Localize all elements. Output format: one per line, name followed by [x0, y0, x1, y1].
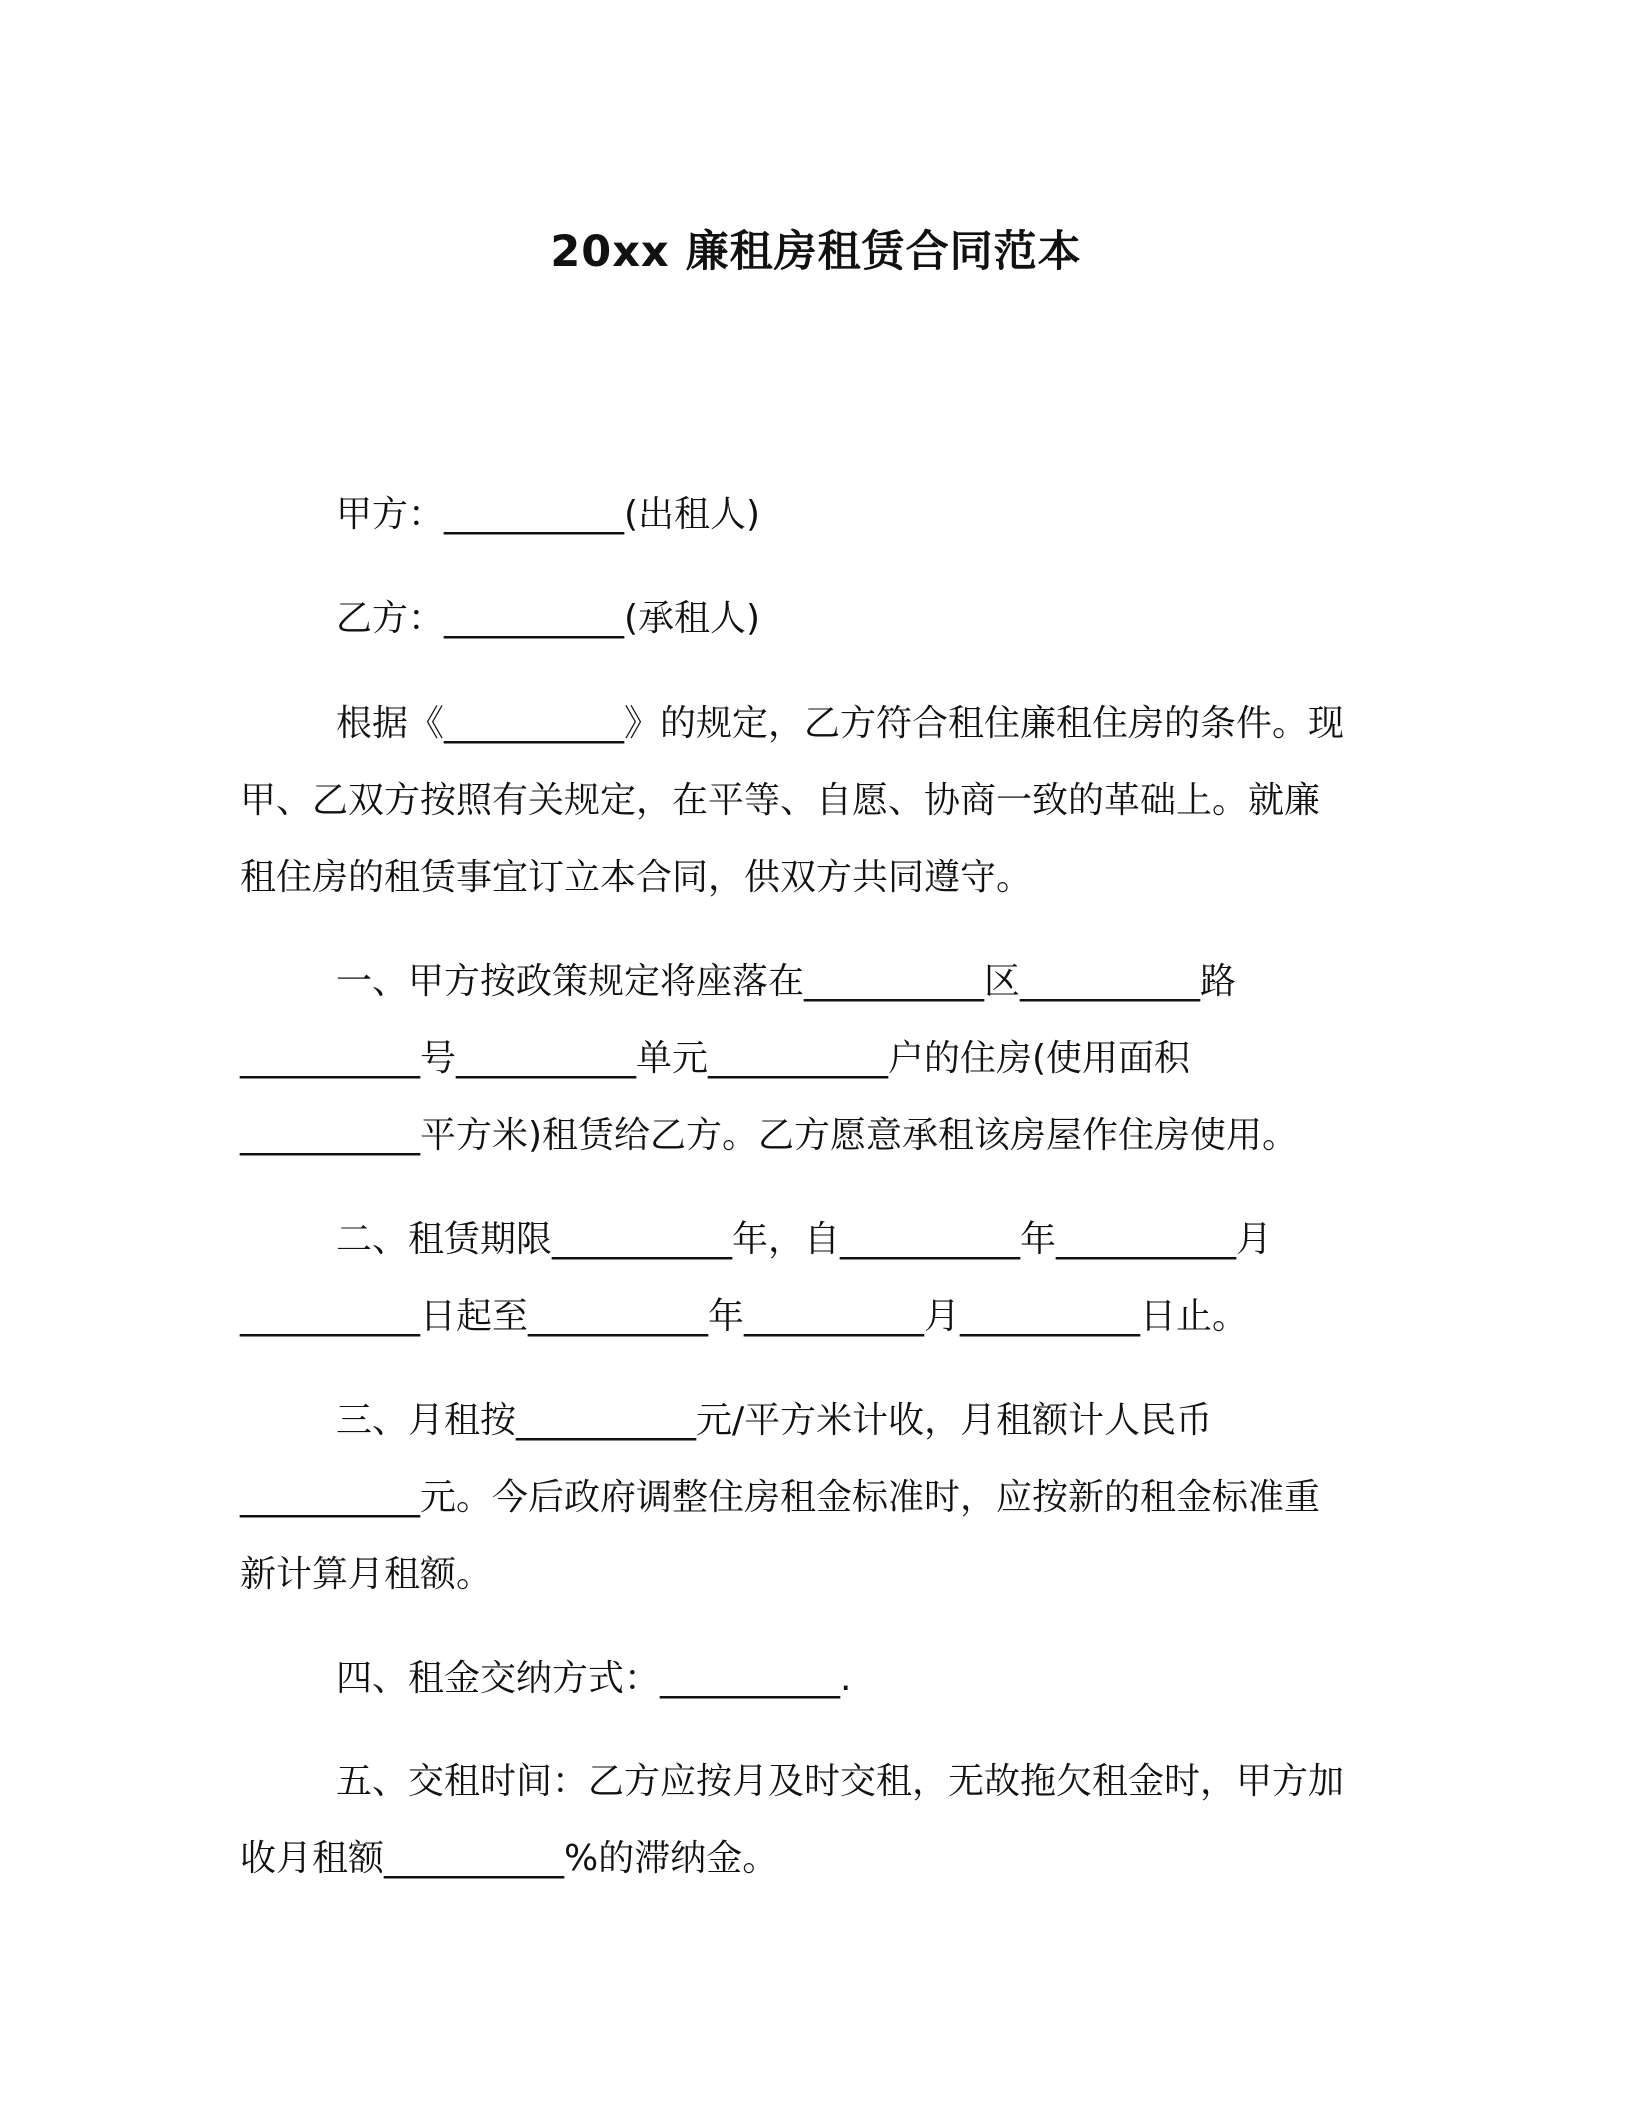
clause-3-line-2: __________元。今后政府调整住房租金标准时，应按新的租金标准重 — [240, 1477, 1321, 1518]
preamble-line-3: 租住房的租赁事宜订立本合同，供双方共同遵守。 — [240, 857, 1033, 898]
clause-2-line-2: __________日起至__________年__________月__________日止。 — [240, 1296, 1249, 1337]
clause-5-line-2: 收月租额__________%的滞纳金。 — [240, 1838, 779, 1879]
preamble-line-2: 甲、乙双方按照有关规定，在平等、自愿、协商一致的革础上。就廉 — [240, 780, 1321, 821]
clause-2-line-1: 二、租赁期限__________年，自__________年__________月 — [336, 1219, 1273, 1260]
clause-3-line-3: 新计算月租额。 — [240, 1554, 493, 1595]
clause-4-line-1: 四、租金交纳方式：__________. — [336, 1658, 852, 1699]
clause-1-line-1: 一、甲方按政策规定将座落在__________区__________路 — [336, 961, 1237, 1002]
clause-1-line-3: __________平方米)租赁给乙方。乙方愿意承租该房屋作住房使用。 — [240, 1115, 1299, 1156]
document-title: 20xx 廉租房租赁合同范本 — [550, 227, 1082, 277]
clause-1-line-2: __________号__________单元__________户的住房(使用面积 — [240, 1038, 1191, 1079]
clause-5-line-1: 五、交租时间：乙方应按月及时交租，无故拖欠租金时，甲方加 — [336, 1761, 1345, 1802]
party-b-line: 乙方：__________(承租人) — [336, 598, 761, 639]
preamble-line-1: 根据《__________》的规定，乙方符合租住廉租住房的条件。现 — [336, 703, 1345, 744]
clause-3-line-1: 三、月租按__________元/平方米计收，月租额计人民币 — [336, 1400, 1213, 1441]
party-a-line: 甲方：__________(出租人) — [336, 494, 761, 535]
